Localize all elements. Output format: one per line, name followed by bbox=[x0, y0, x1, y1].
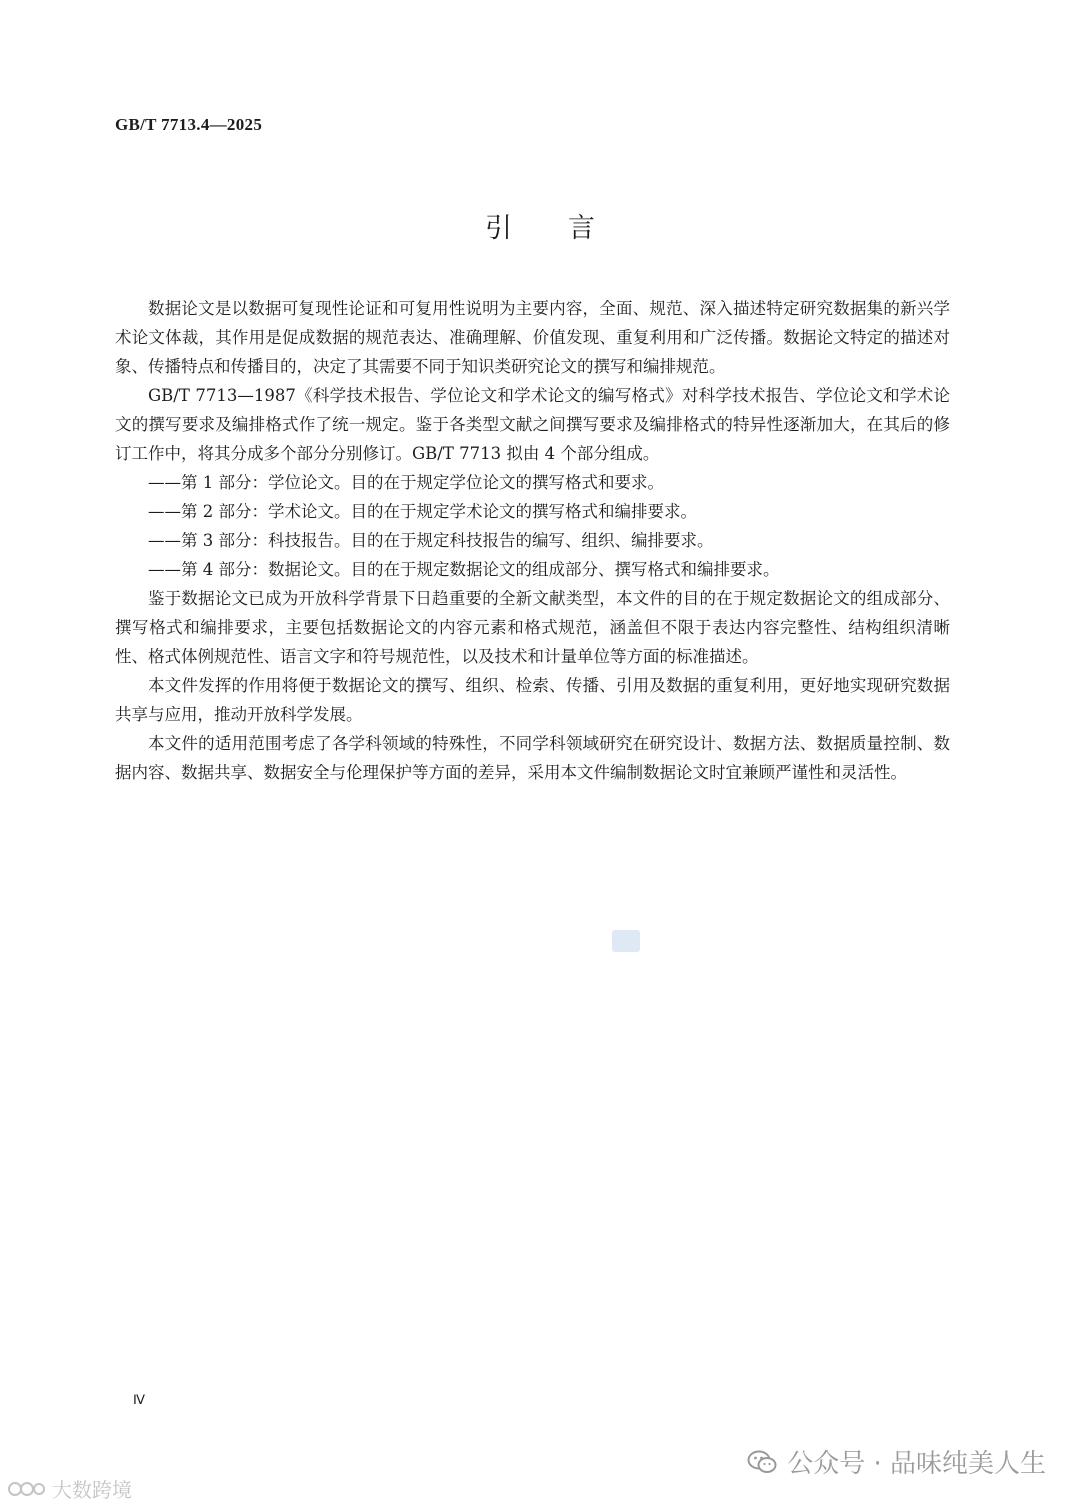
standard-code: GB/T 7713.4—2025 bbox=[115, 115, 263, 134]
page-number: Ⅳ bbox=[133, 1392, 145, 1407]
list-item: ——第 3 部分：科技报告。目的在于规定科技报告的编写、组织、编排要求。 bbox=[148, 531, 714, 550]
paragraph: 本文件的适用范围考虑了各学科领域的特殊性，不同学科领域研究在研究设计、数据方法、数据质量控制、数据内容、数据共享、数据安全与伦理保护等方面的差异，采用本文件编制数据论文时宜兼顾严谨性和灵活性。 bbox=[115, 734, 950, 782]
bottom-watermark-text: 大数跨境 bbox=[52, 1478, 132, 1502]
list-item: ——第 2 部分：学术论文。目的在于规定学术论文的撰写格式和编排要求。 bbox=[148, 502, 697, 521]
wechat-account-label bbox=[747, 1443, 1046, 1480]
paragraph: GB/T 7713—1987《科学技术报告、学位论文和学术论文的编写格式》对科学技术报告、学位论文和学术论文的撰写要求及编排格式作了统一规定。鉴于各类型文献之间撰写要求及编排格式的特异性逐渐加大，在其后的修订工作中，将其分成多个部分分别修订。GB/T 7713 拟由 4 个部分组成。 bbox=[115, 386, 950, 463]
wechat-account-text: 公众号 · 品味纯美人生 bbox=[787, 1449, 1046, 1479]
list-item: ——第 4 部分：数据论文。目的在于规定数据论文的组成部分、撰写格式和编排要求。 bbox=[148, 560, 780, 579]
wechat-icon bbox=[747, 1449, 777, 1475]
body-text bbox=[115, 294, 950, 787]
paragraph: 数据论文是以数据可复现性论证和可复用性说明为主要内容，全面、规范、深入描述特定研究数据集的新兴学术论文体裁，其作用是促成数据的规范表达、准确理解、价值发现、重复利用和广泛传播。数据论文特定的描述对象、传播特点和传播目的，决定了其需要不同于知识类研究论文的撰写和编排规范。 bbox=[115, 299, 950, 376]
watermark-logo-icon bbox=[612, 930, 640, 952]
paragraph: 本文件发挥的作用将便于数据论文的撰写、组织、检索、传播、引用及数据的重复利用，更好地实现研究数据共享与应用，推动开放科学发展。 bbox=[115, 676, 950, 724]
page-title: 引言 bbox=[485, 213, 651, 244]
watermark-icon bbox=[6, 1478, 46, 1500]
list-item: ——第 1 部分：学位论文。目的在于规定学位论文的撰写格式和要求。 bbox=[148, 473, 664, 492]
paragraph: 鉴于数据论文已成为开放科学背景下日趋重要的全新文献类型，本文件的目的在于规定数据论文的组成部分、撰写格式和编排要求，主要包括数据论文的内容元素和格式规范，涵盖但不限于表达内容完整性、结构组织清晰性、格式体例规范性、语言文字和符号规范性，以及技术和计量单位等方面的标准描述。 bbox=[115, 589, 950, 666]
bottom-watermark bbox=[6, 1474, 132, 1503]
